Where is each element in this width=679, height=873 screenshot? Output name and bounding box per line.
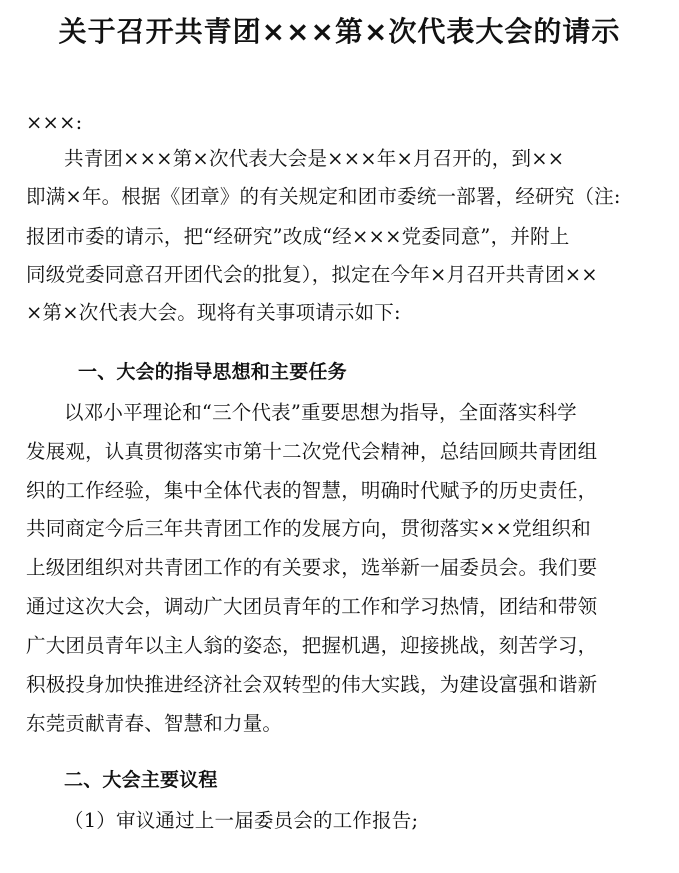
section-1-line-6: 通过这次大会，调动广大团员青年的工作和学习热情，团结和带领 — [26, 595, 598, 618]
section-1-line-2: 发展观，认真贯彻落实市第十二次党代会精神，总结回顾共青团组 — [26, 440, 598, 463]
section-1-line-4: 共同商定今后三年共青团工作的发展方向，贯彻落实××党组织和 — [26, 517, 591, 540]
section-1-line-9: 东莞贡献青春、智慧和力量。 — [26, 712, 283, 735]
salutation: ×××: — [26, 111, 83, 134]
intro-line-5: ×第×次代表大会。现将有关事项请示如下: — [26, 301, 401, 324]
section-1-line-3: 织的工作经验，集中全体代表的智慧，明确时代赋予的历史责任， — [26, 479, 598, 502]
section-1-line-5: 上级团组织对共青团工作的有关要求，选举新一届委员会。我们要 — [26, 556, 598, 579]
intro-line-1: 共青团×××第×次代表大会是×××年×月召开的，到×× — [64, 147, 565, 170]
section-2-heading: 二、大会主要议程 — [64, 769, 218, 791]
intro-line-3: 报团市委的请示，把“经研究”改成“经×××党委同意”，并附上 — [26, 225, 570, 248]
section-1-line-8: 积极投身加快推进经济社会双转型的伟大实践，为建设富强和谐新 — [26, 673, 598, 696]
agenda-item-1: （1）审议通过上一届委员会的工作报告; — [64, 809, 419, 832]
section-1-line-7: 广大团员青年以主人翁的姿态，把握机遇，迎接挑战，刻苦学习， — [26, 634, 598, 657]
section-1-heading: 一、大会的指导思想和主要任务 — [78, 361, 347, 383]
section-1-line-1: 以邓小平理论和“三个代表”重要思想为指导，全面落实科学 — [64, 401, 577, 424]
document-title: 关于召开共青团×××第×次代表大会的请示 — [58, 15, 621, 48]
intro-line-2: 即满×年。根据《团章》的有关规定和团市委统一部署，经研究（注: — [26, 185, 621, 208]
intro-line-4: 同级党委同意召开团代会的批复），拟定在今年×月召开共青团×× — [26, 263, 598, 286]
